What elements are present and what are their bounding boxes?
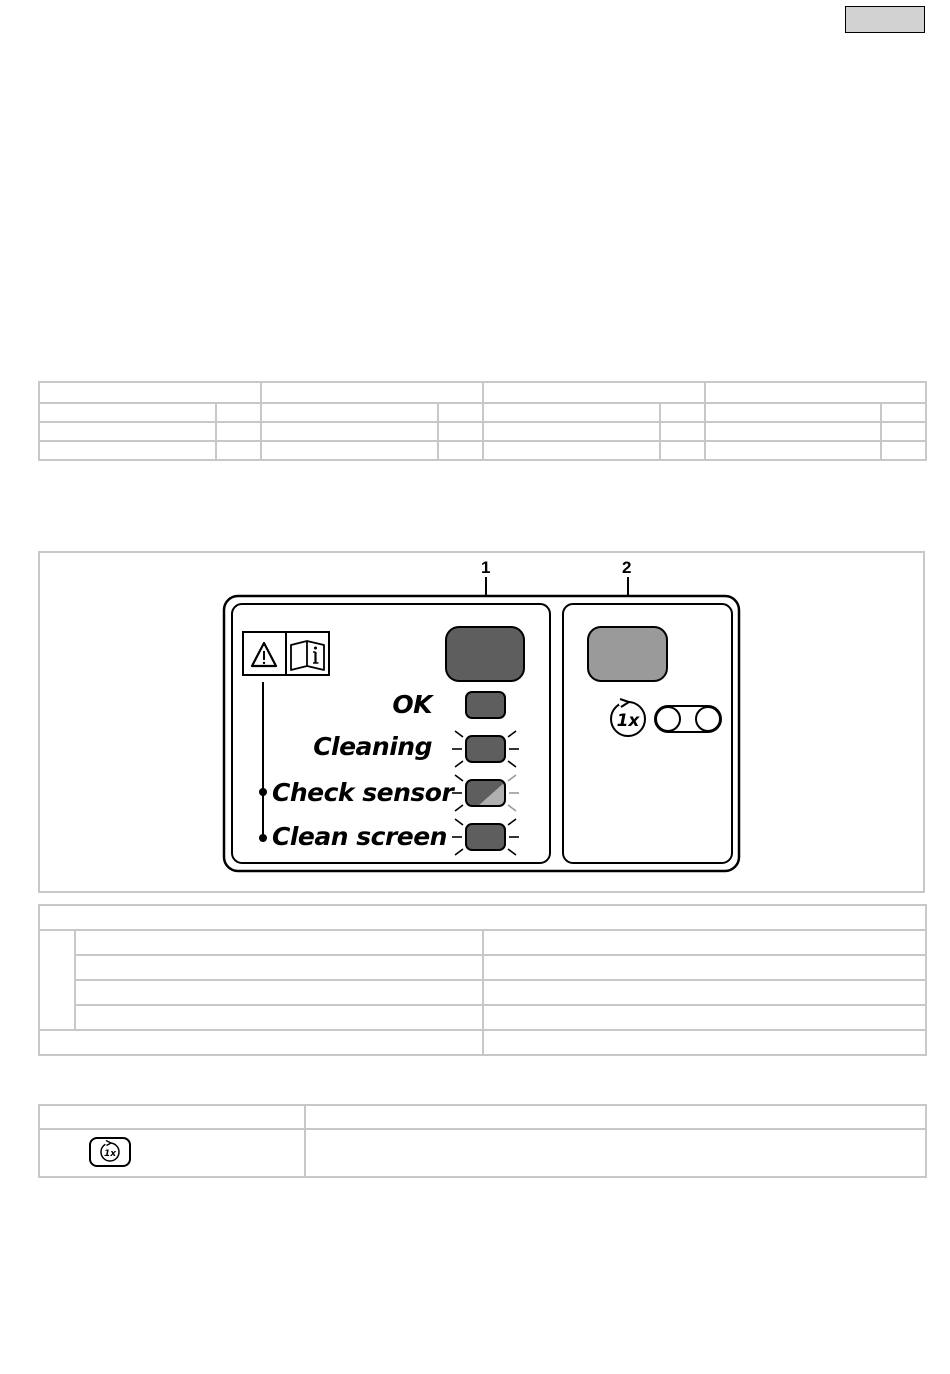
repeat-once-button-icon	[88, 1136, 132, 1170]
button-2	[588, 627, 667, 681]
table-header-cell	[39, 905, 926, 930]
bracket-dot	[259, 834, 267, 842]
toggle-indicator-icon	[655, 706, 721, 732]
led-ok	[466, 692, 505, 718]
symbol-repeat-label: 1x	[103, 1149, 117, 1159]
table-row	[39, 955, 926, 980]
legend-table	[38, 904, 927, 1056]
label-clean-screen: Clean screen	[272, 822, 447, 851]
label-cleaning: Cleaning	[313, 732, 432, 761]
table-cell	[305, 1129, 926, 1177]
table-cell	[483, 980, 926, 1005]
table-row	[39, 905, 926, 930]
table-cell	[483, 1005, 926, 1030]
repeat-label: 1x	[616, 711, 640, 731]
bracket-dot	[259, 788, 267, 796]
callout-number-2: 2	[622, 558, 632, 577]
table-header-cell	[39, 1105, 305, 1129]
table-row	[39, 1129, 926, 1177]
symbol-cell	[39, 1129, 305, 1177]
table-cell	[39, 930, 75, 1030]
label-check-sensor: Check sensor	[272, 778, 454, 807]
table-cell	[483, 930, 926, 955]
table-header-cell	[305, 1105, 926, 1129]
table-cell	[483, 1030, 926, 1055]
table-cell	[75, 955, 483, 980]
table-row	[39, 1030, 926, 1055]
table-row	[39, 980, 926, 1005]
table-cell	[39, 1030, 483, 1055]
table-cell	[483, 955, 926, 980]
table-row	[39, 1005, 926, 1030]
table-cell	[75, 980, 483, 1005]
symbol-table	[38, 1104, 927, 1178]
table-row	[39, 1105, 926, 1129]
table-cell	[75, 930, 483, 955]
table-cell	[75, 1005, 483, 1030]
button-1	[446, 627, 524, 681]
callout-number-1: 1	[481, 558, 491, 577]
label-ok: OK	[392, 690, 432, 719]
table-row	[39, 930, 926, 955]
